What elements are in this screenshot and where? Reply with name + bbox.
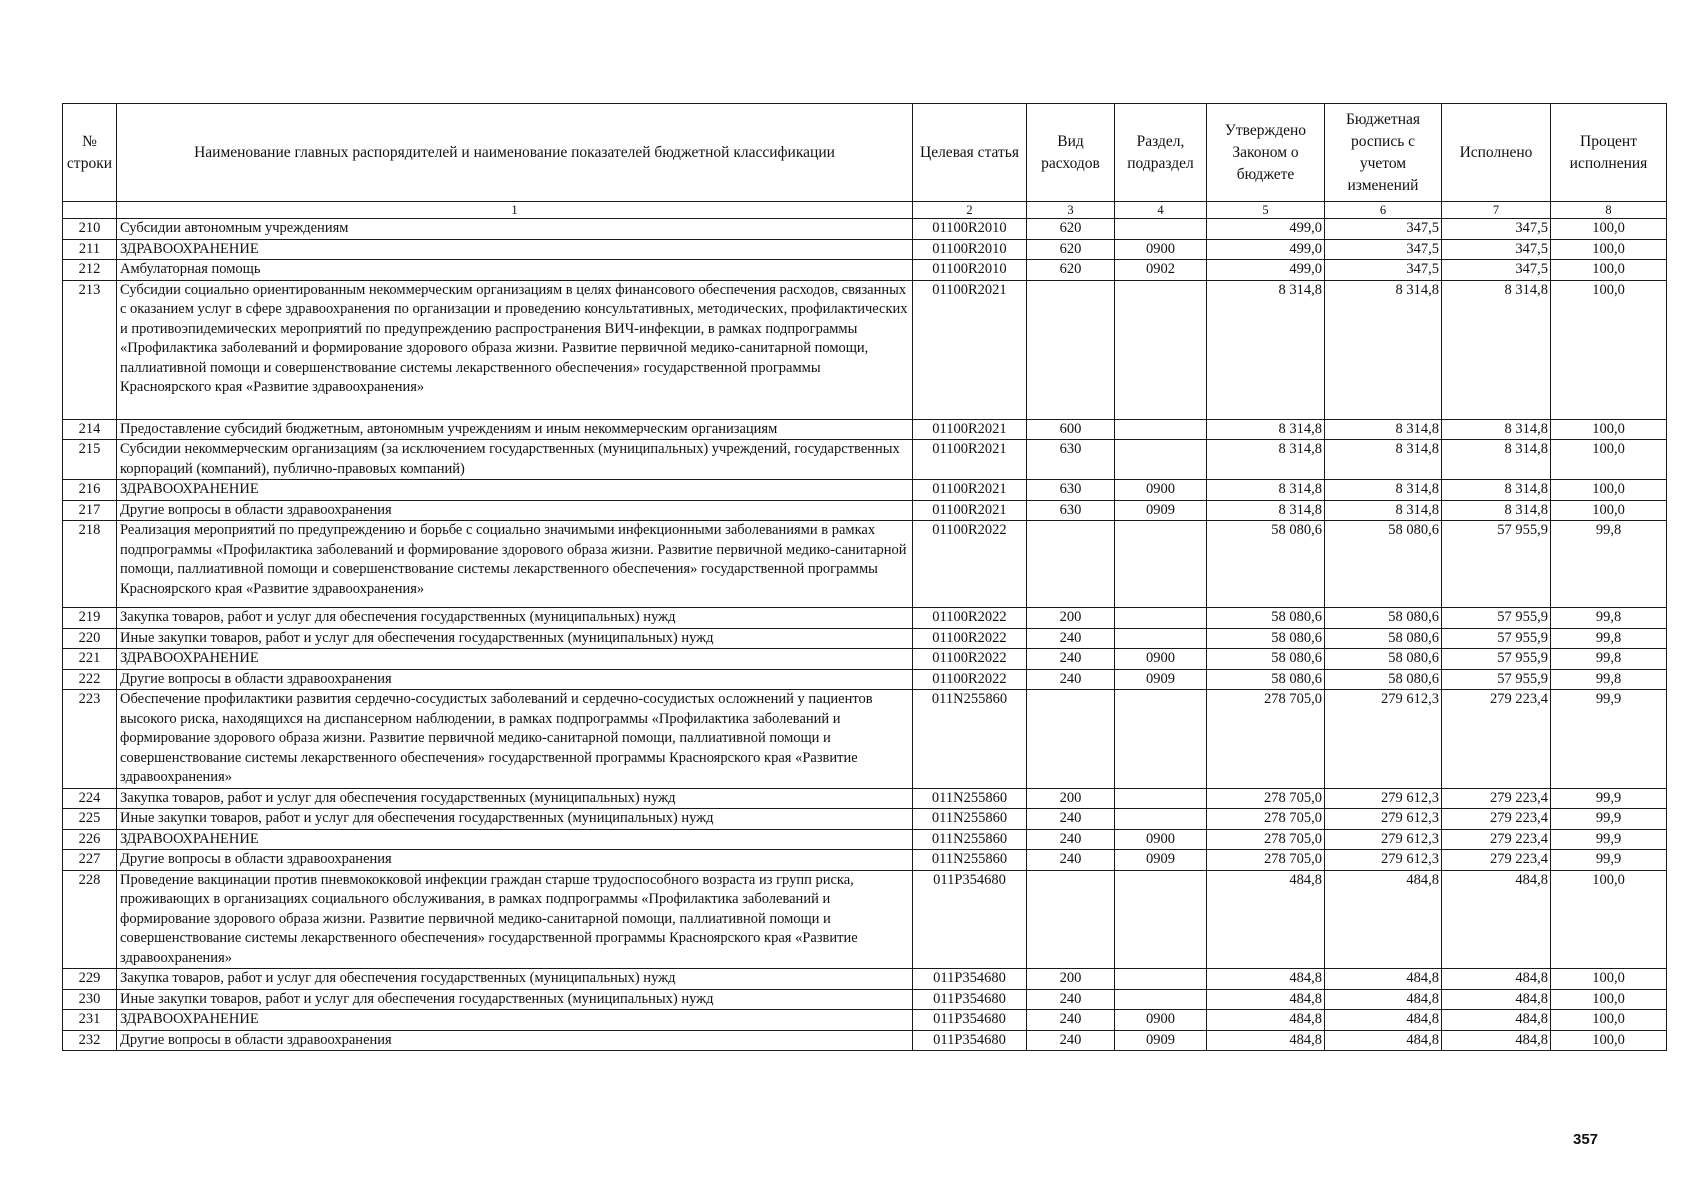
execution-percent: 99,8 (1551, 649, 1667, 670)
target-article-cell: 011N255860 (913, 829, 1027, 850)
budget-list-amount: 8 314,8 (1325, 480, 1442, 501)
execution-percent: 99,8 (1551, 521, 1667, 608)
row-number: 211 (63, 239, 117, 260)
table-row (63, 260, 1667, 281)
target-article-cell: 01100R2022 (913, 628, 1027, 649)
executed-amount: 57 955,9 (1442, 649, 1551, 670)
expense-type-cell: 240 (1027, 1030, 1115, 1051)
budget-list-amount: 58 080,6 (1325, 669, 1442, 690)
target-article-cell: 01100R2021 (913, 500, 1027, 521)
execution-percent: 99,8 (1551, 608, 1667, 629)
executed-amount: 8 314,8 (1442, 280, 1551, 419)
approved-amount: 278 705,0 (1207, 809, 1325, 830)
target-article-cell: 01100R2021 (913, 480, 1027, 501)
section-cell (1115, 809, 1207, 830)
header-executed: Исполнено (1442, 104, 1551, 202)
approved-amount: 8 314,8 (1207, 480, 1325, 501)
header-percent: Процент исполнения (1551, 104, 1667, 202)
execution-percent: 100,0 (1551, 280, 1667, 419)
approved-amount: 278 705,0 (1207, 788, 1325, 809)
approved-amount: 484,8 (1207, 1010, 1325, 1031)
column-number: 8 (1551, 202, 1667, 219)
expense-type-cell (1027, 280, 1115, 419)
row-number: 220 (63, 628, 117, 649)
row-number: 226 (63, 829, 117, 850)
expense-type-cell: 240 (1027, 809, 1115, 830)
table-row (63, 829, 1667, 850)
executed-amount: 8 314,8 (1442, 480, 1551, 501)
approved-amount: 58 080,6 (1207, 669, 1325, 690)
table-row (63, 608, 1667, 629)
budget-list-amount: 484,8 (1325, 969, 1442, 990)
header-section: Раздел, подраздел (1115, 104, 1207, 202)
expense-type-cell: 240 (1027, 628, 1115, 649)
budget-list-amount: 8 314,8 (1325, 419, 1442, 440)
row-number: 210 (63, 219, 117, 240)
approved-amount: 278 705,0 (1207, 829, 1325, 850)
table-row (63, 280, 1667, 419)
row-number: 225 (63, 809, 117, 830)
execution-percent: 100,0 (1551, 1030, 1667, 1051)
target-article-cell: 01100R2022 (913, 649, 1027, 670)
budget-list-amount: 347,5 (1325, 219, 1442, 240)
target-article-cell: 011N255860 (913, 809, 1027, 830)
section-cell: 0900 (1115, 1010, 1207, 1031)
approved-amount: 499,0 (1207, 260, 1325, 281)
execution-percent: 100,0 (1551, 500, 1667, 521)
budget-list-amount: 279 612,3 (1325, 809, 1442, 830)
approved-amount: 58 080,6 (1207, 608, 1325, 629)
executed-amount: 279 223,4 (1442, 788, 1551, 809)
executed-amount: 57 955,9 (1442, 608, 1551, 629)
column-number: 7 (1442, 202, 1551, 219)
executed-amount: 8 314,8 (1442, 419, 1551, 440)
execution-percent: 99,8 (1551, 628, 1667, 649)
row-name: Реализация мероприятий по предупреждению и борьбе с социально значимыми инфекционными заболеваниями в рамках подпрограммы «Профилактика заболеваний и формирование здорового образа жизни. Развитие первичной медико-санитарной помощи, паллиативной помощи и совершенствование системы лекарственного обеспечения» государственной программы Красноярского края «Развитие здравоохранения» (117, 521, 913, 608)
table-row (63, 1010, 1667, 1031)
expense-type-cell: 240 (1027, 989, 1115, 1010)
execution-percent: 100,0 (1551, 1010, 1667, 1031)
row-name: Другие вопросы в области здравоохранения (117, 850, 913, 871)
approved-amount: 278 705,0 (1207, 690, 1325, 789)
executed-amount: 484,8 (1442, 1030, 1551, 1051)
section-cell: 0900 (1115, 239, 1207, 260)
executed-amount: 484,8 (1442, 1010, 1551, 1031)
target-article-cell: 011N255860 (913, 690, 1027, 789)
table-row (63, 690, 1667, 789)
section-cell: 0900 (1115, 649, 1207, 670)
approved-amount: 8 314,8 (1207, 500, 1325, 521)
execution-percent: 99,9 (1551, 788, 1667, 809)
header-row-no: № строки (63, 104, 117, 202)
expense-type-cell: 200 (1027, 969, 1115, 990)
row-number: 215 (63, 440, 117, 480)
budget-list-amount: 8 314,8 (1325, 280, 1442, 419)
table-row (63, 480, 1667, 501)
expense-type-cell: 240 (1027, 669, 1115, 690)
budget-list-amount: 279 612,3 (1325, 788, 1442, 809)
row-name: Амбулаторная помощь (117, 260, 913, 281)
row-name: ЗДРАВООХРАНЕНИЕ (117, 649, 913, 670)
expense-type-cell: 620 (1027, 219, 1115, 240)
row-name: Другие вопросы в области здравоохранения (117, 669, 913, 690)
expense-type-cell: 600 (1027, 419, 1115, 440)
expense-type-cell: 240 (1027, 829, 1115, 850)
row-number: 214 (63, 419, 117, 440)
row-number: 218 (63, 521, 117, 608)
table-row (63, 788, 1667, 809)
approved-amount: 58 080,6 (1207, 628, 1325, 649)
budget-list-amount: 347,5 (1325, 239, 1442, 260)
column-number: 1 (117, 202, 913, 219)
header-expense-type: Вид расходов (1027, 104, 1115, 202)
executed-amount: 279 223,4 (1442, 690, 1551, 789)
column-number: 5 (1207, 202, 1325, 219)
executed-amount: 279 223,4 (1442, 809, 1551, 830)
expense-type-cell: 240 (1027, 850, 1115, 871)
row-name: Закупка товаров, работ и услуг для обеспечения государственных (муниципальных) нужд (117, 788, 913, 809)
table-row (63, 850, 1667, 871)
budget-list-amount: 58 080,6 (1325, 649, 1442, 670)
budget-list-amount: 279 612,3 (1325, 829, 1442, 850)
expense-type-cell: 200 (1027, 788, 1115, 809)
approved-amount: 484,8 (1207, 989, 1325, 1010)
row-name: ЗДРАВООХРАНЕНИЕ (117, 829, 913, 850)
execution-percent: 100,0 (1551, 989, 1667, 1010)
header-approved: Утверждено Законом о бюджете (1207, 104, 1325, 202)
row-name: Проведение вакцинации против пневмококковой инфекции граждан старше трудоспособного возраста из групп риска, проживающих в организациях социального обслуживания, в рамках подпрограммы «Профилактика заболеваний и формирование здорового образа жизни. Развитие первичной медико-санитарной помощи, паллиативной помощи и совершенствование системы лекарственного обеспечения» государственной программы Красноярского края «Развитие здравоохранения» (117, 870, 913, 969)
budget-list-amount: 279 612,3 (1325, 850, 1442, 871)
row-name: ЗДРАВООХРАНЕНИЕ (117, 480, 913, 501)
table-row (63, 440, 1667, 480)
section-cell (1115, 989, 1207, 1010)
row-number: 230 (63, 989, 117, 1010)
section-cell: 0909 (1115, 1030, 1207, 1051)
executed-amount: 484,8 (1442, 989, 1551, 1010)
target-article-cell: 011P354680 (913, 989, 1027, 1010)
expense-type-cell: 620 (1027, 260, 1115, 281)
budget-list-amount: 58 080,6 (1325, 628, 1442, 649)
approved-amount: 499,0 (1207, 219, 1325, 240)
column-number: 2 (913, 202, 1027, 219)
budget-list-amount: 279 612,3 (1325, 690, 1442, 789)
executed-amount: 484,8 (1442, 870, 1551, 969)
table-row (63, 239, 1667, 260)
row-name: Закупка товаров, работ и услуг для обеспечения государственных (муниципальных) нужд (117, 608, 913, 629)
target-article-cell: 01100R2021 (913, 440, 1027, 480)
budget-list-amount: 484,8 (1325, 1010, 1442, 1031)
approved-amount: 8 314,8 (1207, 440, 1325, 480)
executed-amount: 347,5 (1442, 219, 1551, 240)
executed-amount: 57 955,9 (1442, 669, 1551, 690)
row-number: 232 (63, 1030, 117, 1051)
header-name: Наименование главных распорядителей и наименование показателей бюджетной классификации (117, 104, 913, 202)
column-number: 4 (1115, 202, 1207, 219)
row-number: 216 (63, 480, 117, 501)
table-row (63, 521, 1667, 608)
approved-amount: 58 080,6 (1207, 521, 1325, 608)
section-cell (1115, 440, 1207, 480)
expense-type-cell (1027, 521, 1115, 608)
expense-type-cell (1027, 870, 1115, 969)
execution-percent: 99,8 (1551, 669, 1667, 690)
table-row (63, 628, 1667, 649)
executed-amount: 57 955,9 (1442, 521, 1551, 608)
approved-amount: 8 314,8 (1207, 419, 1325, 440)
approved-amount: 278 705,0 (1207, 850, 1325, 871)
column-number-row (63, 202, 1667, 219)
row-number: 221 (63, 649, 117, 670)
target-article-cell: 011P354680 (913, 870, 1027, 969)
expense-type-cell (1027, 690, 1115, 789)
row-number: 219 (63, 608, 117, 629)
execution-percent: 100,0 (1551, 969, 1667, 990)
executed-amount: 347,5 (1442, 260, 1551, 281)
budget-execution-table (62, 103, 1667, 1051)
executed-amount: 347,5 (1442, 239, 1551, 260)
target-article-cell: 011P354680 (913, 969, 1027, 990)
header-budget-list: Бюджетная роспись с учетом изменений (1325, 104, 1442, 202)
target-article-cell: 01100R2022 (913, 669, 1027, 690)
budget-list-amount: 484,8 (1325, 989, 1442, 1010)
target-article-cell: 01100R2021 (913, 419, 1027, 440)
executed-amount: 57 955,9 (1442, 628, 1551, 649)
row-name: Обеспечение профилактики развития сердечно-сосудистых заболеваний и сердечно-сосудистых осложнений у пациентов высокого риска, находящихся на диспансерном наблюдении, в рамках подпрограммы «Профилактика заболеваний и формирование здорового образа жизни. Развитие первичной медико-санитарной помощи, паллиативной помощи и совершенствование системы лекарственного обеспечения» государственной программы Красноярского края «Развитие здравоохранения» (117, 690, 913, 789)
expense-type-cell: 630 (1027, 440, 1115, 480)
table-row (63, 809, 1667, 830)
table-row (63, 219, 1667, 240)
section-cell: 0909 (1115, 850, 1207, 871)
row-name: Иные закупки товаров, работ и услуг для обеспечения государственных (муниципальных) нужд (117, 989, 913, 1010)
target-article-cell: 01100R2010 (913, 260, 1027, 281)
approved-amount: 499,0 (1207, 239, 1325, 260)
budget-list-amount: 58 080,6 (1325, 521, 1442, 608)
section-cell (1115, 969, 1207, 990)
target-article-cell: 011N255860 (913, 788, 1027, 809)
row-name: ЗДРАВООХРАНЕНИЕ (117, 239, 913, 260)
section-cell (1115, 870, 1207, 969)
row-number: 227 (63, 850, 117, 871)
expense-type-cell: 630 (1027, 480, 1115, 501)
target-article-cell: 01100R2010 (913, 239, 1027, 260)
section-cell (1115, 219, 1207, 240)
target-article-cell: 01100R2022 (913, 521, 1027, 608)
execution-percent: 100,0 (1551, 239, 1667, 260)
target-article-cell: 011P354680 (913, 1010, 1027, 1031)
execution-percent: 99,9 (1551, 809, 1667, 830)
section-cell (1115, 690, 1207, 789)
section-cell: 0909 (1115, 500, 1207, 521)
approved-amount: 58 080,6 (1207, 649, 1325, 670)
table-row (63, 669, 1667, 690)
target-article-cell: 011N255860 (913, 850, 1027, 871)
section-cell (1115, 628, 1207, 649)
row-name: Другие вопросы в области здравоохранения (117, 500, 913, 521)
table-row (63, 1030, 1667, 1051)
row-number: 222 (63, 669, 117, 690)
row-name: Субсидии некоммерческим организациям (за исключением государственных (муниципальных) учреждений, государственных корпораций (компаний), публично-правовых компаний) (117, 440, 913, 480)
section-cell (1115, 788, 1207, 809)
table-row (63, 870, 1667, 969)
approved-amount: 484,8 (1207, 1030, 1325, 1051)
expense-type-cell: 620 (1027, 239, 1115, 260)
section-cell: 0909 (1115, 669, 1207, 690)
approved-amount: 484,8 (1207, 969, 1325, 990)
expense-type-cell: 630 (1027, 500, 1115, 521)
row-number: 224 (63, 788, 117, 809)
execution-percent: 99,9 (1551, 690, 1667, 789)
table-row (63, 969, 1667, 990)
row-name: Другие вопросы в области здравоохранения (117, 1030, 913, 1051)
execution-percent: 99,9 (1551, 850, 1667, 871)
header-target-article: Целевая статья (913, 104, 1027, 202)
budget-list-amount: 8 314,8 (1325, 500, 1442, 521)
section-cell (1115, 521, 1207, 608)
column-number: 3 (1027, 202, 1115, 219)
expense-type-cell: 200 (1027, 608, 1115, 629)
row-name: Субсидии социально ориентированным некоммерческим организациям в целях финансового обеспечения расходов, связанных с оказанием услуг в сфере здравоохранения по организации и проведению консультативных, методических, профилактических и противоэпидемических мероприятий по предупреждению распространения ВИЧ-инфекции, в рамках подпрограммы «Профилактика заболеваний и формирование здорового образа жизни. Развитие первичной медико-санитарной помощи, паллиативной помощи и совершенствование системы лекарственного обеспечения» государственной программы Красноярского края «Развитие здравоохранения» (117, 280, 913, 419)
row-name: Предоставление субсидий бюджетным, автономным учреждениям и иным некоммерческим организациям (117, 419, 913, 440)
execution-percent: 100,0 (1551, 440, 1667, 480)
row-number: 217 (63, 500, 117, 521)
expense-type-cell: 240 (1027, 1010, 1115, 1031)
execution-percent: 100,0 (1551, 260, 1667, 281)
table-row (63, 419, 1667, 440)
row-name: Иные закупки товаров, работ и услуг для обеспечения государственных (муниципальных) нужд (117, 628, 913, 649)
section-cell: 0900 (1115, 829, 1207, 850)
column-number: 6 (1325, 202, 1442, 219)
section-cell (1115, 419, 1207, 440)
execution-percent: 99,9 (1551, 829, 1667, 850)
table-row (63, 989, 1667, 1010)
budget-list-amount: 347,5 (1325, 260, 1442, 281)
table-body (63, 219, 1667, 1051)
budget-list-amount: 484,8 (1325, 870, 1442, 969)
row-name: Субсидии автономным учреждениям (117, 219, 913, 240)
execution-percent: 100,0 (1551, 219, 1667, 240)
executed-amount: 8 314,8 (1442, 440, 1551, 480)
header-row (63, 104, 1667, 202)
target-article-cell: 01100R2022 (913, 608, 1027, 629)
row-name: ЗДРАВООХРАНЕНИЕ (117, 1010, 913, 1031)
column-number (63, 202, 117, 219)
executed-amount: 279 223,4 (1442, 850, 1551, 871)
approved-amount: 8 314,8 (1207, 280, 1325, 419)
section-cell: 0902 (1115, 260, 1207, 281)
budget-list-amount: 8 314,8 (1325, 440, 1442, 480)
approved-amount: 484,8 (1207, 870, 1325, 969)
row-number: 229 (63, 969, 117, 990)
target-article-cell: 01100R2010 (913, 219, 1027, 240)
executed-amount: 279 223,4 (1442, 829, 1551, 850)
section-cell: 0900 (1115, 480, 1207, 501)
table-row (63, 649, 1667, 670)
target-article-cell: 01100R2021 (913, 280, 1027, 419)
row-name: Закупка товаров, работ и услуг для обеспечения государственных (муниципальных) нужд (117, 969, 913, 990)
row-number: 213 (63, 280, 117, 419)
budget-list-amount: 58 080,6 (1325, 608, 1442, 629)
page-number: 357 (1573, 1131, 1599, 1148)
expense-type-cell: 240 (1027, 649, 1115, 670)
row-number: 228 (63, 870, 117, 969)
executed-amount: 484,8 (1442, 969, 1551, 990)
row-number: 223 (63, 690, 117, 789)
execution-percent: 100,0 (1551, 419, 1667, 440)
section-cell (1115, 280, 1207, 419)
row-number: 231 (63, 1010, 117, 1031)
executed-amount: 8 314,8 (1442, 500, 1551, 521)
row-number: 212 (63, 260, 117, 281)
budget-list-amount: 484,8 (1325, 1030, 1442, 1051)
target-article-cell: 011P354680 (913, 1030, 1027, 1051)
section-cell (1115, 608, 1207, 629)
execution-percent: 100,0 (1551, 870, 1667, 969)
table-row (63, 500, 1667, 521)
row-name: Иные закупки товаров, работ и услуг для обеспечения государственных (муниципальных) нужд (117, 809, 913, 830)
execution-percent: 100,0 (1551, 480, 1667, 501)
